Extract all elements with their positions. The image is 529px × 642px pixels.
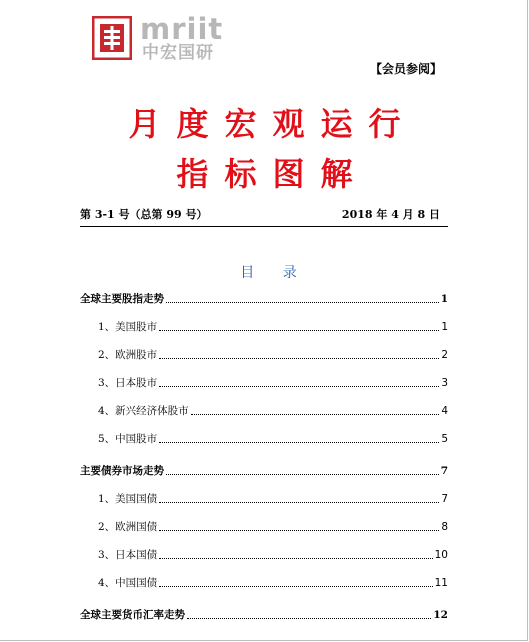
toc-entry[interactable] (80, 430, 448, 446)
toc-entry-page: 10 (434, 549, 448, 561)
toc-leader-dots (159, 585, 432, 587)
toc-leader-dots (159, 529, 439, 531)
toc-leader-dots (159, 357, 439, 359)
toc-leader-dots (159, 329, 439, 331)
toc-leader-dots (166, 301, 439, 303)
toc-leader-dots (187, 617, 431, 619)
toc-entry-page: 7 (441, 493, 448, 505)
toc-entry-page: 7 (440, 465, 448, 477)
toc-entry-page: 5 (441, 433, 448, 445)
logo-chinese-name: 中宏国研 (142, 43, 214, 63)
toc-entry[interactable] (80, 402, 448, 418)
toc-entry-page: 4 (441, 405, 448, 417)
report-title-line-2: 指标图解 (176, 155, 369, 193)
toc-leader-dots (159, 441, 439, 443)
toc-leader-dots (166, 473, 439, 475)
member-reference-tag: 【会员参阅】 (369, 62, 442, 76)
toc-entry-label: 2、欧洲股市 (98, 349, 158, 361)
toc-entry-label: 4、新兴经济体股市 (98, 405, 189, 417)
logo-wordmark: mriit (140, 12, 224, 46)
toc-entry-page: 3 (441, 377, 448, 389)
toc-entry[interactable] (80, 574, 448, 590)
toc-entry[interactable] (80, 490, 448, 506)
toc-entry-label: 1、美国股市 (98, 321, 158, 333)
logo-icon (92, 16, 132, 60)
toc-entry[interactable] (80, 346, 448, 362)
toc-leader-dots (159, 385, 439, 387)
toc-entry[interactable] (80, 290, 448, 306)
toc-entry-page: 11 (434, 577, 448, 589)
toc-entry-label: 1、美国国债 (98, 493, 158, 505)
toc-leader-dots (159, 557, 432, 559)
toc-entry-page: 8 (441, 521, 448, 533)
issue-date: 2018 年 4 月 8 日 (341, 208, 440, 221)
toc-entry[interactable] (80, 374, 448, 390)
header-divider (80, 226, 448, 227)
report-title-line-1: 月度宏观运行 (128, 105, 417, 143)
toc-entry-page: 2 (441, 349, 448, 361)
toc-entry[interactable] (80, 518, 448, 534)
toc-entry-label: 2、欧洲国债 (98, 521, 158, 533)
toc-heading: 目 录 (240, 265, 309, 281)
toc-entry-page: 12 (433, 609, 448, 621)
toc-entry-label: 全球主要股指走势 (80, 293, 164, 305)
toc-leader-dots (159, 501, 439, 503)
toc-entry[interactable] (80, 462, 448, 478)
toc-entry[interactable] (80, 606, 448, 622)
issue-number: 第 3-1 号（总第 99 号） (80, 208, 208, 221)
toc-entry-page: 1 (440, 293, 448, 305)
toc-entry-label: 3、日本股市 (98, 377, 158, 389)
toc-leader-dots (191, 413, 440, 415)
toc-entry[interactable] (80, 546, 448, 562)
mriit-logo (92, 14, 232, 64)
toc-entry-label: 3、日本国债 (98, 549, 158, 561)
toc-entry-label: 5、中国股市 (98, 433, 158, 445)
toc-entry-label: 4、中国国债 (98, 577, 158, 589)
toc-entry-label: 主要债券市场走势 (80, 465, 164, 477)
toc-entry-label: 全球主要货币汇率走势 (80, 609, 185, 621)
toc-entry-page: 1 (441, 321, 448, 333)
toc-entry[interactable] (80, 318, 448, 334)
